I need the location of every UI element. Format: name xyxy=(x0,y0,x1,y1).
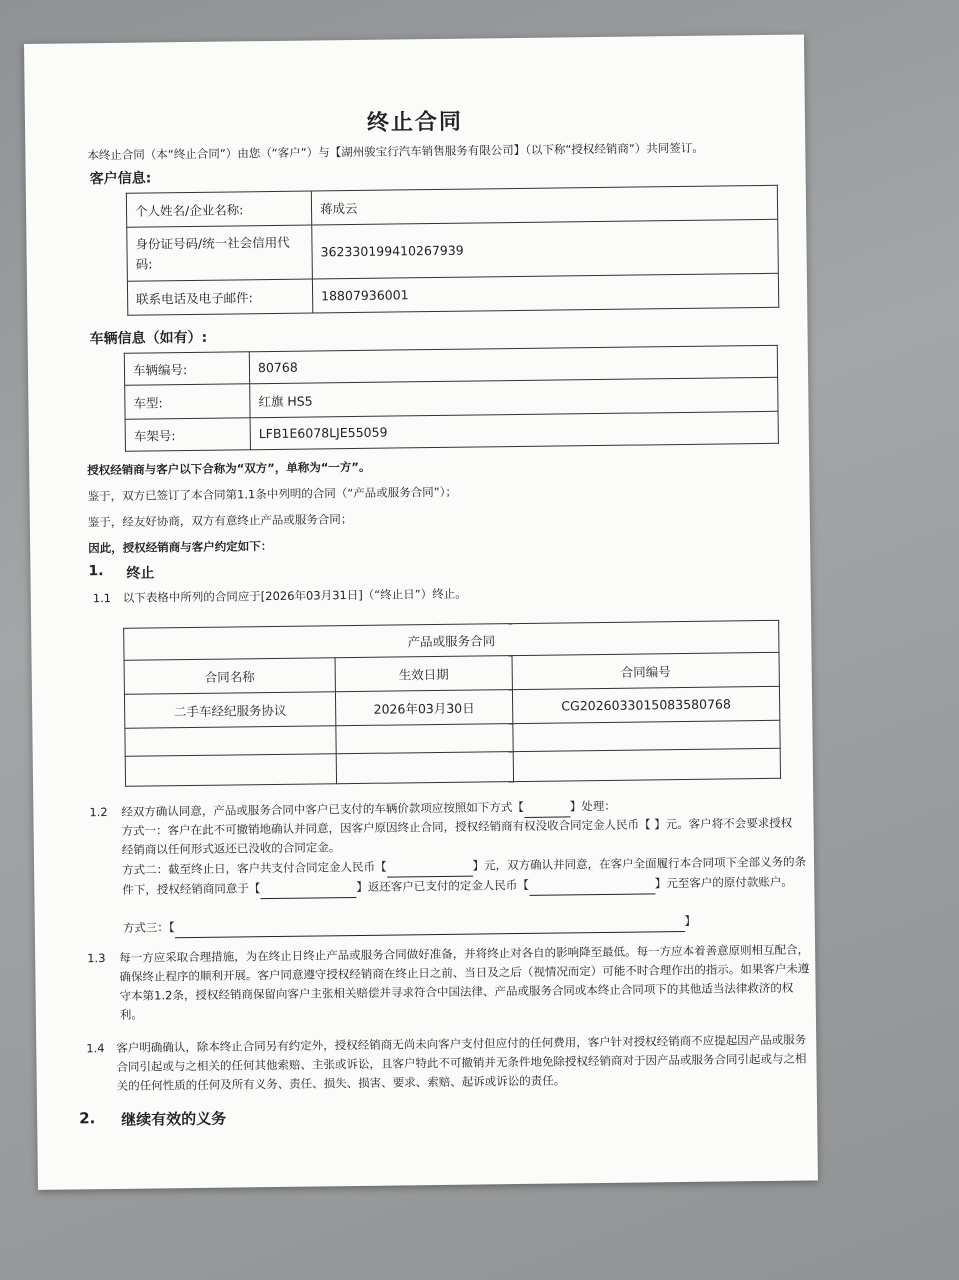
empty-cell xyxy=(513,748,780,781)
vehicle-vin-value: LFB1E6078LJE55059 xyxy=(250,411,778,449)
section-2-title: 继续有效的义务 xyxy=(121,1109,227,1129)
method-3-part-b: 】 xyxy=(684,913,697,928)
customer-id-value: 362330199410267939 xyxy=(312,219,779,279)
vehicle-info-table xyxy=(124,345,779,452)
empty-cell xyxy=(513,720,780,751)
column-header: 生效日期 xyxy=(335,656,512,692)
empty-cell xyxy=(336,752,513,784)
vehicle-model-value: 红旗 HS5 xyxy=(250,377,778,417)
customer-name-value: 蒋成云 xyxy=(311,185,777,225)
clause-1-3-text: 每一方应采取合理措施，为在终止日终止产品或服务合同做好准备，并将终止对各自的影响降至最低。每一方应本着善意原则相互配合，确保终止程序的顺利开展。客户同意遵守授权经销商在终止日之前、当日及之后（视情况而定）可能不时合理作出的指示。如果客户未遵守本第1.2条，授权经销商保留向客户主张相关赔偿并寻求符合中国法律、产品或服务合同或本终止合同项下的其他适当法律救济的权利。 xyxy=(119,942,810,1022)
refund-date-blank xyxy=(260,878,356,899)
contract-number-cell: CG2026033015083580768 xyxy=(512,686,779,723)
intro-paragraph: 本终止合同（本“终止合同”）由您（“客户”）与【湖州骏宝行汽车销售服务有限公司】（以下称“授权经销商”）共同签订。 xyxy=(87,140,704,163)
table-row xyxy=(127,219,779,281)
table-row xyxy=(125,411,778,451)
clause-1-2-number: 1.2 xyxy=(89,805,108,820)
recital-therefore: 因此，授权经销商与客户约定如下： xyxy=(88,539,273,556)
clause-1-4-text: 客户明确确认，除本终止合同另有约定外，授权经销商无尚未向客户支付但应付的任何费用，客户针对授权经销商不应提起因产品或服务合同引起或与之相关的任何其他索赔、主张或诉讼，且客户特此不可撤销并无条件地免除授权经销商对于因产品或服务合同引起或与之相关的任何性质的任何及所有义务、责任、损失、损害、要求、索赔、起诉或诉讼的责任。 xyxy=(116,1032,807,1093)
clause-1-2-lead-text: 经双方确认同意，产品或服务合同中客户已支付的车辆价款项应按照如下方式【 xyxy=(121,799,524,819)
customer-info-table xyxy=(126,185,779,316)
customer-info-heading: 客户信息: xyxy=(89,170,152,188)
vehicle-label: 车辆编号: xyxy=(124,352,249,386)
recital-parties: 授权经销商与客户以下合称为“双方”，单称为“一方”。 xyxy=(87,459,371,478)
contract-name-cell: 二手车经纪服务协议 xyxy=(124,692,335,729)
refund-amount-blank xyxy=(529,874,655,896)
contracts-table xyxy=(123,620,781,787)
customer-label: 个人姓名/企业名称: xyxy=(126,191,311,227)
column-header: 合同名称 xyxy=(124,658,335,695)
section-1-title: 终止 xyxy=(126,565,155,582)
method-choice-blank xyxy=(524,797,570,818)
recital-whereas-2: 鉴于，经友好协商，双方有意终止产品或服务合同； xyxy=(87,512,353,530)
vehicle-label: 车型: xyxy=(125,384,250,420)
method-2-part-b: 】元，双方确认并同意，在客户全面履行本合同项下全部义务的条件下，授权经销商同意于【 xyxy=(122,854,807,897)
empty-cell xyxy=(125,726,336,757)
clause-1-2-lead-end: 】处理： xyxy=(569,798,616,814)
section-1-number: 1. xyxy=(88,563,104,580)
method-2-part-a: 方式二：截至终止日，客户共支付合同定金人民币【 xyxy=(122,859,387,877)
clause-1-3-number: 1.3 xyxy=(87,951,106,966)
effective-date-cell: 2026年03月30日 xyxy=(335,690,512,726)
method-3-blank xyxy=(174,912,684,938)
method-3-text xyxy=(123,911,803,939)
method-3-part-a: 方式三：【 xyxy=(122,920,175,935)
empty-cell xyxy=(125,754,336,787)
column-header: 合同编号 xyxy=(512,652,779,689)
method-2-part-d: 】元至客户的原付款账户。 xyxy=(654,874,793,891)
contracts-table-caption: 产品或服务合同 xyxy=(124,620,779,660)
clause-1-1-number: 1.1 xyxy=(92,590,112,606)
method-2-part-c: 】返还客户已支付的定金人民币【 xyxy=(356,877,529,895)
document-page xyxy=(24,34,818,1189)
clause-1-4-number: 1.4 xyxy=(86,1041,105,1056)
clause-1-1-text: 以下表格中所列的合同应于[2026年03月31日]（“终止日”）终止。 xyxy=(122,586,467,605)
deposit-amount-blank xyxy=(386,857,472,878)
customer-contact-value: 18807936001 xyxy=(312,273,778,313)
empty-cell xyxy=(336,724,513,754)
recital-whereas-1: 鉴于，双方已签订了本合同第1.1条中列明的合同（“产品或服务合同”）； xyxy=(87,484,458,504)
method-2-text xyxy=(122,852,812,900)
vehicle-info-heading: 车辆信息（如有）: xyxy=(89,329,208,348)
vehicle-number-value: 80768 xyxy=(249,345,777,383)
section-2-number: 2. xyxy=(79,1109,96,1128)
customer-label: 身份证号码/统一社会信用代码: xyxy=(127,225,313,281)
method-1-text: 方式一：客户在此不可撤销地确认并同意，因客户原因终止合同，授权经销商有权没收合同定金人民币【 】元。客户将不会要求授权经销商以任何形式返还已没收的合同定金。 xyxy=(121,815,793,857)
customer-label: 联系电话及电子邮件: xyxy=(127,279,312,315)
table-row xyxy=(127,273,778,315)
vehicle-label: 车架号: xyxy=(125,418,250,452)
page-title: 终止合同 xyxy=(366,109,464,136)
